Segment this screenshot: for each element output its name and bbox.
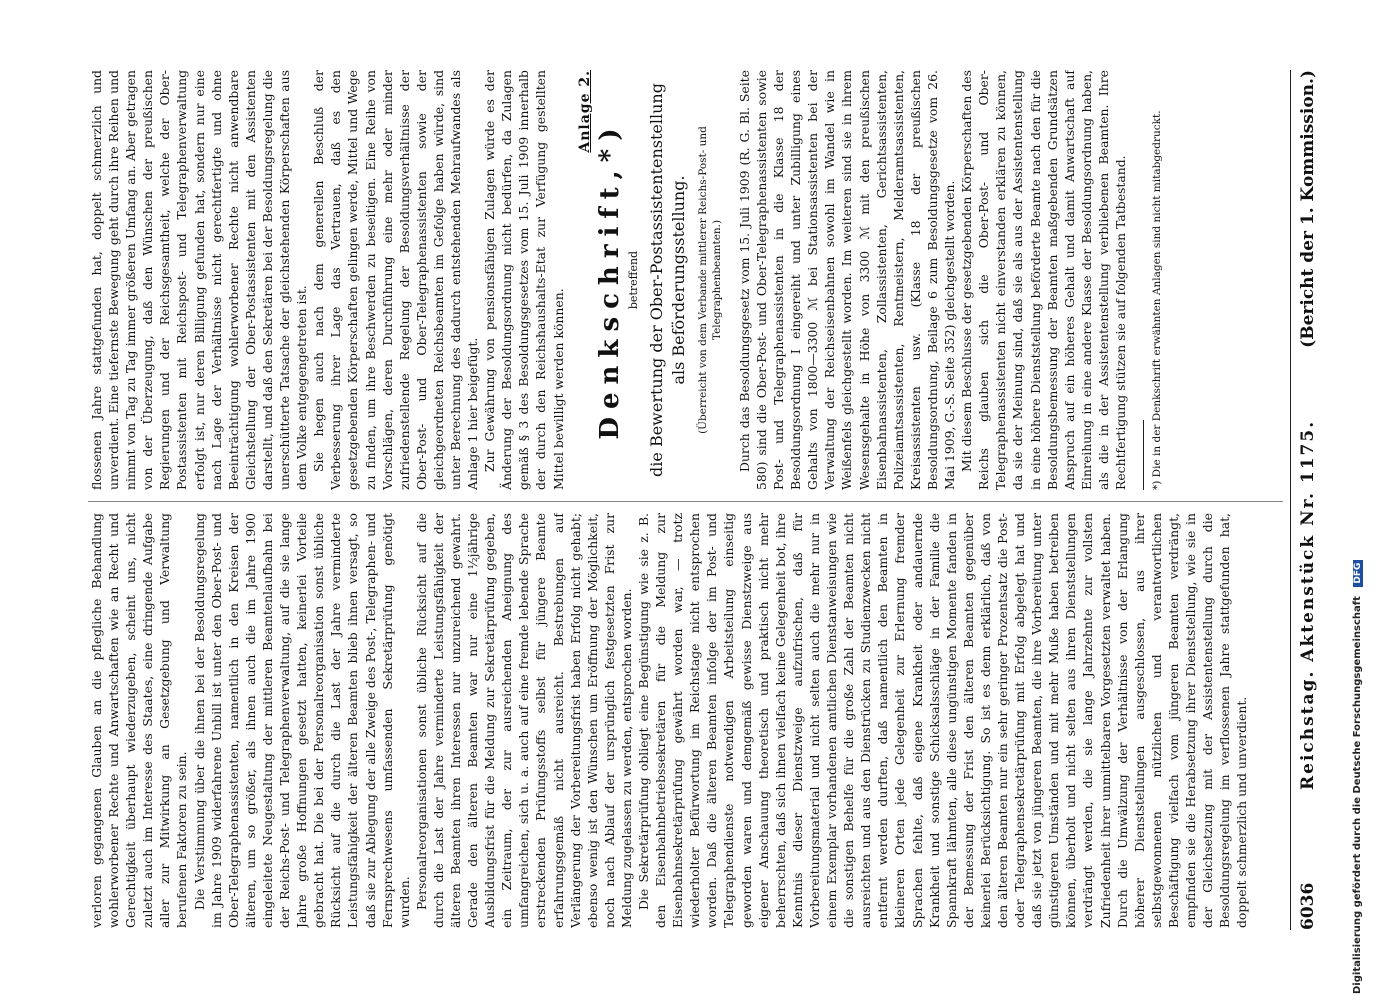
right-paragraph: Sie hegen auch nach dem generellen Beschluß der Verbesserung ihrer Lage das Vertrauen, daß es den gesetzgebenden Körperschaften gelingen werde, Mittel und Wege zu finden, um ihre Beschwerden zu beseitigen. Eine Reihe von Vorschlägen, deren Durchführung eine mehr oder minder zufriedenstellende Regelung der Besoldungsverhältnisse der Ober-Post- und Ober-Telegraphenassistenten sowie der gleichgeordneten Reichsbeamten im Gefolge haben würde, sind unter Berechnung des dadurch entstehenden Mehraufwandes als Anlage 1 hier beigefügt. <box>311 70 481 490</box>
digitization-note <box>1352 34 1372 994</box>
header-rule <box>1290 70 1291 930</box>
denkschrift-subtitle: die Bewertung der Ober-Postassistentenstellung als Beförderungsstellung. <box>646 83 688 477</box>
footnote-rule <box>1143 420 1144 490</box>
column-divider <box>88 501 1283 502</box>
page-header <box>1298 70 1326 930</box>
betreffend-label: betreffend <box>626 250 640 310</box>
dfg-logo: DFG <box>1353 560 1363 587</box>
denkschrift-paragraph: Durch das Besoldungsgesetz vom 15. Juli 1909 (R. G. Bl. Seite 580) sind die Ober-Post- und Ober-Telegraphenassistenten sowie Post- und Telegraphenassistenten in die Klasse 18 der Besoldungsordnung I eingereiht und unter Zubilligung eines Gehalts von 1800—3300 ℳ bei Stationsassistenten bei der Verwaltung der Reichseisenbahnen sowohl im Wandel wie in Weißenfels gleichgestellt worden. Im weiteren sind sie in ihrem Wesensgehalte in Höhe von 3300 ℳ mit den preußischen Eisenbahnassistenten, Zollassistenten, Gerichtsassistenten, Polizeiamtsassistenten, Rentmeistern, Melderamtsassistenten, Kreisassistenten usw. (Klasse 18 der preußischen Besoldungsordnung, Beilage 6 zum Besoldungsgesetze vom 26. Mai 1909, G.-S. Seite 352) gleichgestellt worden. <box>736 70 958 490</box>
anlage-label: Anlage 2. <box>576 70 593 153</box>
right-paragraph: flossenen Jahre stattgefunden hat, doppelt schmerzlich und unverdient. Eine tiefernste Bewegung geht durch ihre Reihen und nimmt von Tag zu Tag immer größeren Umfang an. Aber getragen von der Überzeugung, daß den Wünschen der preußischen Regierungen und der Reichsgesamtheit, welche der Ober-Postassistenten mit Reichspost- und Telegraphenverwaltung erfolgt ist, nur deren Billigung gefunden hat, sondern nur eine nach Lage der Verhältnisse nicht gerechtfertigte und ohne Beeinträchtigung wohlerworbener Rechte nicht anwendbare Gleichstellung der Ober-Postassistenten mit den Assistenten darstellt, und daß den Sekretären bei der Besoldungsregelung die unerschütterte Tatsache der gleichstehenden Körperschaften aus dem Volke entgegengetreten ist. <box>89 70 310 490</box>
left-paragraph: verloren gegangenen Glauben an die pflegliche Behandlung wohlerworbener Rechte und Anwartschaften wie an Recht und Gerechtigkeit überhaupt wiederzugeben, scheint uns, nicht zuletzt auch im Interesse des Staates, eine dringende Aufgabe aller zur Mitwirkung an Gesetzgebung und Verwaltung berufenen Faktoren zu sein. <box>89 513 190 928</box>
right-paragraph: Zur Gewährung von pensionsfähigen Zulagen würde es der Änderung der Besoldungsordnung nicht bedürfen, da Zulagen gemäß § 3 des Besoldungsgesetzes vom 15. Juli 1909 innerhalb der durch den Reichshaushalts-Etat zur Verfügung gestellten Mittel bewilligt werden können. <box>482 70 566 490</box>
digitization-text: Digitalisierung gefördert durch die Deutsche Forschungsgemeinschaft <box>1352 596 1363 994</box>
submitter-note: (Überreicht von dem Verbande mittlerer Reichs-Post- und Telegraphenbeamten.) <box>696 126 723 434</box>
right-column <box>88 70 1283 490</box>
footnote: *) Die in der Denkschrift erwähnten Anlagen sind nicht mitabgedruckt. <box>1151 110 1164 490</box>
left-paragraph: Personalreorganisationen sonst übliche Rücksicht auf die durch die Last der Jahre verminderte Leistungsfähigkeit der älteren Beamten ihren Interessen nur unzureichend gewahrt. Gerade den älteren Beamten war nur eine 1½jährige Ausbildungsfrist für die Meldung zur Sekretärprüfung gegeben, ein Zeitraum, der zur ausreichenden Aneignung des umfangreichen, sich u. a. auch auf eine fremde lebende Sprache erstreckenden Prüfungsstoffs selbst für jüngere Beamte erfahrungsgemäß nicht ausreicht. Bestrebungen auf Verlängerung der Vorbereitungsfrist haben Erfolg nicht gehabt; ebenso wenig ist den Wünschen um Eröffnung der Möglichkeit, noch nach Ablauf der ursprünglich festgesetzten Frist zur Meldung zugelassen zu werden, entsprochen worden. <box>413 513 634 928</box>
denkschrift-paragraph: Mit diesem Beschlusse der gesetzgebenden Körperschaften des Reichs glauben sich die Ober-Post- und Ober-Telegraphenassistenten nicht einverstanden erklären zu können, da sie der Meinung sind, daß sie als aus der Assistentenstellung in eine höhere Dienststellung beförderte Beamte nach den für die Besoldungsbemessung der Beamten maßgebenden Grundsätzen Anspruch auf ein höheres Gehalt und damit Anwartschaft auf Einreihung in eine andere Klasse der Besoldungsordnung haben, als die in der Assistentenstellung verbliebenen Beamten. Ihre Rechtfertigung stützen sie auf folgenden Tatbestand. <box>959 70 1128 490</box>
report-label: (Bericht der 1. Kommission.) <box>1298 70 1318 348</box>
denkschrift-title: Denkschrift,*) <box>594 120 625 440</box>
page-title: Reichstag. Aktenstück Nr. 1175. <box>1298 419 1318 790</box>
left-column <box>88 513 1283 928</box>
left-paragraph: Die Verstimmung über die ihnen bei der Besoldungsregelung im Jahre 1909 widerfahrene Unbill ist unter den Ober-Post- und Ober-Telegraphenassistenten, namentlich in den Kreisen der älteren, um so größer, als ihnen auch die im Jahre 1900 eingeleitete Neugestaltung der mittleren Beamtenlaufbahn bei der Reichs-Post- und Telegraphenverwaltung, auf die sie lange Jahre große Hoffnungen gesetzt hatten, keinerlei Vorteile gebracht hat. Die bei der Personalreorganisation sonst übliche Rücksicht auf die durch die Last der Jahre verminderte Leistungsfähigkeit der älteren Beamten blieb ihnen versagt, so daß sie zur Ablegung der alle Zweige des Post-, Telegraphen- und Fernsprechwesens umfassenden Sekretärprüfung genötigt wurden. <box>191 513 412 928</box>
page-number: 6036 <box>1298 882 1318 930</box>
left-paragraph: Die Sekretärprüfung obliegt eine Begünstigung wie sie z. B. den Eisenbahnbetriebssekretären für die Meldung zur Eisenbahnsekretärprüfung gewährt worden war, — trotz wiederholter Befürwortung im Reichstage nicht entsprochen worden. Daß die älteren Beamten infolge der im Post- und Telegraphendienste notwendigen Arbeitsteilung einseitig geworden waren und demgemäß gewisse Dienstzweige aus eigener Anschauung theoretisch und praktisch nicht mehr beherrschten, daß sich ihnen vielfach keine Gelegenheit bot, ihre Kenntnis dieser Dienstzweige aufzufrischen, daß für Vorbereitungsmaterial und nicht selten auch die mehr nur in einem Exemplar vorhandenen amtlichen Dienstanweisungen wie die sonstigen Behelfe für die große Zahl der Beamten nicht ausreichten und aus den Dienstrücken zu Studienzwecken nicht entfernt werden durften, daß namentlich den Beamten in kleineren Orten jede Gelegenheit zur Erlernung fremder Sprachen fehlte, daß eigene Krankheit oder andauernde Krankheit und sonstige Schicksalsschläge in der Familie die Spannkraft lähmten, alle diese ungünstigen Momente fanden in der Bemessung der Frist den älteren Beamten gegenüber keinerlei Berücksichtigung. So ist es denn erklärlich, daß von den älteren Beamten nur ein sehr geringer Prozentsatz die Post- oder Telegraphensekretärprüfung mit Erfolg abgelegt hat und daß sie jetzt von jüngeren Beamten, die ihre Vorbereitung unter günstigeren Umständen und mit mehr Muße haben betreiben können, überholt und nicht selten aus ihren Dienststellungen verdrängt werden, die sie lange Jahrzehnte zur vollsten Zufriedenheit ihrer unmittelbaren Vorgesetzten verwaltet haben. Durch die Umwälzung der Verhältnisse von der Erlangung höherer Dienststellungen ausgeschlossen, aus ihrer selbstgewonnenen nützlichen und verantwortlichen Beschäftigung vielfach vom jüngeren Beamten verdrängt, empfinden sie die Herabsetzung ihrer Dienststellung, wie sie in der Gleichsetzung mit der Assistentenstellung durch die Besoldungsregelung im verflossenen Jahre stattgefunden hat, doppelt schmerzlich und unverdient. <box>636 513 1250 928</box>
